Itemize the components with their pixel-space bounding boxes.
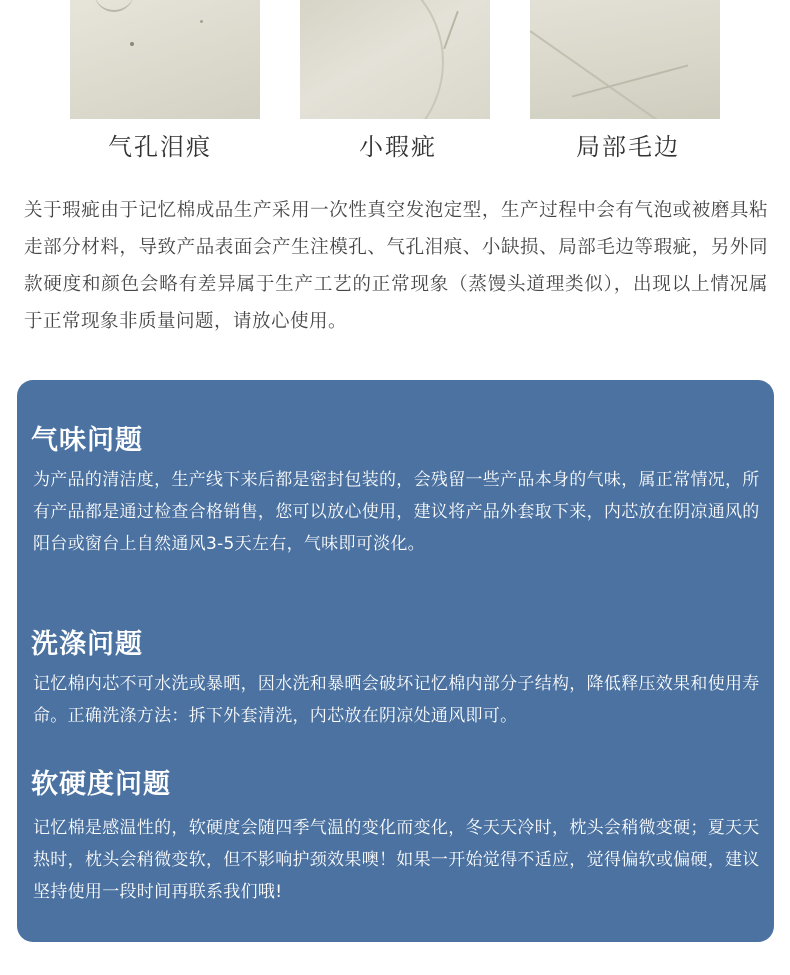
section-body-washing: 记忆棉内芯不可水洗或暴晒，因水洗和暴晒会破坏记忆棉内部分子结构，降低释压效果和使用寿命。正确洗涤方法：拆下外套清洗，内芯放在阴凉处通风即可。: [33, 674, 760, 726]
photo-caption: 局部毛边: [576, 133, 680, 161]
photo-caption: 气孔泪痕: [108, 133, 212, 161]
photo-caption: 小瑕疵: [359, 133, 437, 161]
section-title-firmness: 软硬度问题: [31, 769, 171, 800]
section-body-smell: 为产品的清洁度，生产线下来后都是密封包装的，会残留一些产品本身的气味，属正常情况，所有产品都是通过检查合格销售，您可以放心使用，建议将产品外套取下来，内芯放在阴凉通风的阳台或窗台上自然通风3-5天左右，气味即可淡化。: [33, 470, 760, 554]
defect-description: 关于瑕疵由于记忆棉成品生产采用一次性真空发泡定型，生产过程中会有气泡或被磨具粘走部分材料，导致产品表面会产生注模孔、气孔泪痕、小缺损、局部毛边等瑕疵，另外同款硬度和颜色会略有差异属于生产工艺的正常现象（蒸馒头道理类似），出现以上情况属于正常现象非质量问题，请放心使用。: [24, 200, 768, 332]
defect-photos: [0, 0, 790, 120]
photo-pore-tear-marks: [70, 0, 260, 119]
section-title-washing: 洗涤问题: [31, 629, 143, 660]
section-title-smell: 气味问题: [31, 425, 143, 456]
photo-minor-flaw: [300, 0, 490, 119]
photo-partial-burr: [530, 0, 720, 119]
faq-card: [17, 380, 774, 942]
section-body-firmness: 记忆棉是感温性的，软硬度会随四季气温的变化而变化，冬天天冷时，枕头会稍微变硬；夏天天热时，枕头会稍微变软，但不影响护颈效果噢！如果一开始觉得不适应，觉得偏软或偏硬，建议坚持使用一段时间再联系我们哦!: [33, 818, 760, 902]
